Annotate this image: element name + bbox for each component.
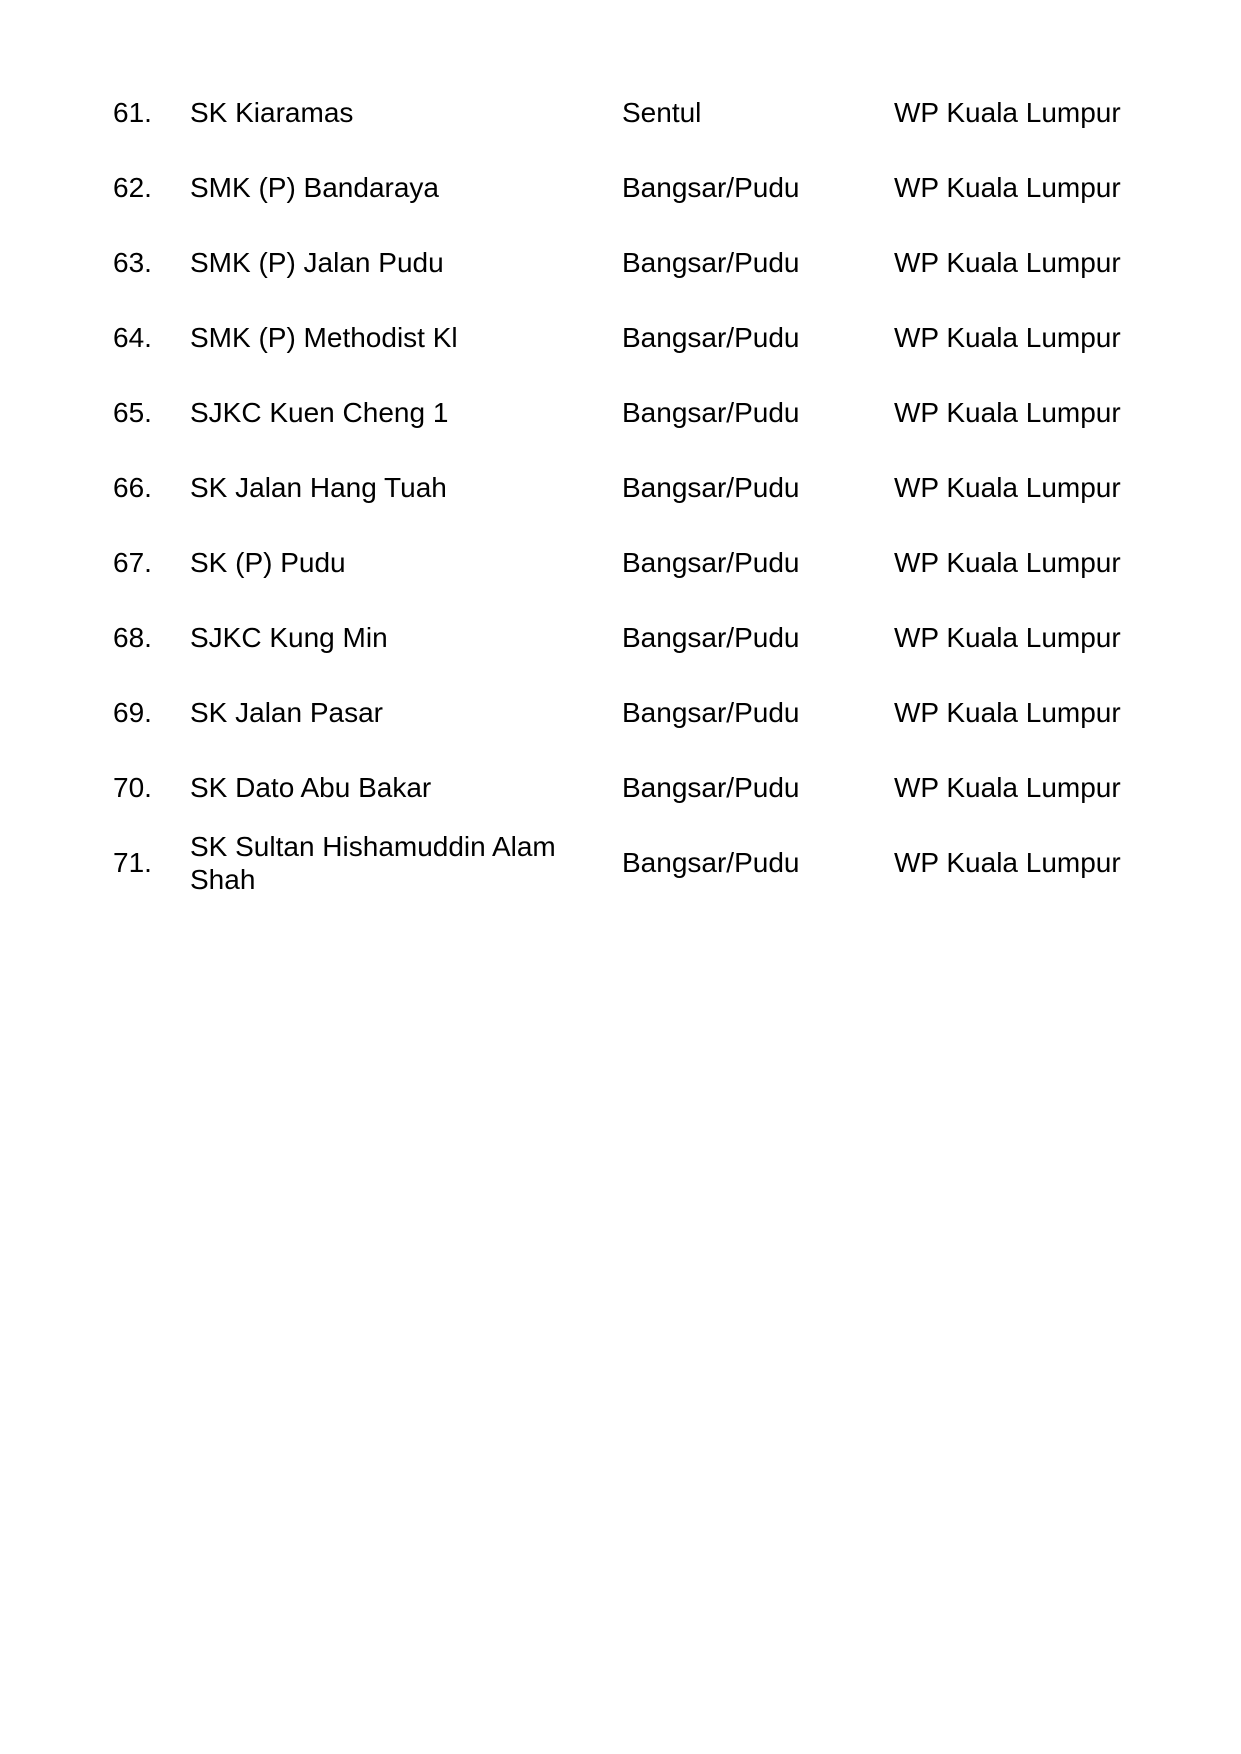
zone-name: Sentul xyxy=(622,97,702,128)
row-number: 67. xyxy=(113,547,152,578)
state-name: WP Kuala Lumpur xyxy=(894,772,1121,803)
state-name: WP Kuala Lumpur xyxy=(894,547,1121,578)
table-row xyxy=(113,750,1154,825)
row-number: 69. xyxy=(113,697,152,728)
state-name: WP Kuala Lumpur xyxy=(894,397,1121,428)
school-name: SMK (P) Jalan Pudu xyxy=(190,247,444,278)
state-name: WP Kuala Lumpur xyxy=(894,172,1121,203)
state-name: WP Kuala Lumpur xyxy=(894,472,1121,503)
row-number: 65. xyxy=(113,397,152,428)
school-name: SJKC Kung Min xyxy=(190,622,388,653)
zone-name: Bangsar/Pudu xyxy=(622,247,800,278)
row-number: 71. xyxy=(113,847,152,878)
row-number: 70. xyxy=(113,772,152,803)
state-name: WP Kuala Lumpur xyxy=(894,847,1121,878)
zone-name: Bangsar/Pudu xyxy=(622,172,800,203)
row-number: 61. xyxy=(113,97,152,128)
zone-name: Bangsar/Pudu xyxy=(622,472,800,503)
zone-name: Bangsar/Pudu xyxy=(622,772,800,803)
school-name: SK Dato Abu Bakar xyxy=(190,772,432,803)
school-name-cell xyxy=(190,825,622,900)
row-number: 64. xyxy=(113,322,152,353)
zone-name: Bangsar/Pudu xyxy=(622,622,800,653)
school-name: SK Kiaramas xyxy=(190,97,354,128)
state-name: WP Kuala Lumpur xyxy=(894,247,1121,278)
table-row xyxy=(113,300,1154,375)
school-name: SK Jalan Hang Tuah xyxy=(190,472,447,503)
school-name-line-2: Shah xyxy=(190,863,256,895)
zone-name: Bangsar/Pudu xyxy=(622,397,800,428)
row-number: 63. xyxy=(113,247,152,278)
row-number: 68. xyxy=(113,622,152,653)
state-name: WP Kuala Lumpur xyxy=(894,322,1121,353)
table-row xyxy=(113,225,1154,300)
row-number: 62. xyxy=(113,172,152,203)
school-name: SK Jalan Pasar xyxy=(190,697,383,728)
school-name: SMK (P) Methodist Kl xyxy=(190,322,458,353)
table-row xyxy=(113,600,1154,675)
zone-name: Bangsar/Pudu xyxy=(622,847,800,878)
school-list-table xyxy=(113,75,1154,900)
zone-name: Bangsar/Pudu xyxy=(622,322,800,353)
school-name: SJKC Kuen Cheng 1 xyxy=(190,397,449,428)
state-name: WP Kuala Lumpur xyxy=(894,622,1121,653)
table-row xyxy=(113,525,1154,600)
row-number: 66. xyxy=(113,472,152,503)
zone-name: Bangsar/Pudu xyxy=(622,547,800,578)
table-row xyxy=(113,75,1154,150)
state-name: WP Kuala Lumpur xyxy=(894,697,1121,728)
table-row xyxy=(113,825,1154,900)
school-name: SMK (P) Bandaraya xyxy=(190,172,439,203)
table-row xyxy=(113,675,1154,750)
state-name: WP Kuala Lumpur xyxy=(894,97,1121,128)
school-name: SK (P) Pudu xyxy=(190,547,346,578)
table-row xyxy=(113,450,1154,525)
table-row xyxy=(113,150,1154,225)
table-row xyxy=(113,375,1154,450)
zone-name: Bangsar/Pudu xyxy=(622,697,800,728)
school-name: SK Sultan Hishamuddin Alam xyxy=(190,830,556,862)
